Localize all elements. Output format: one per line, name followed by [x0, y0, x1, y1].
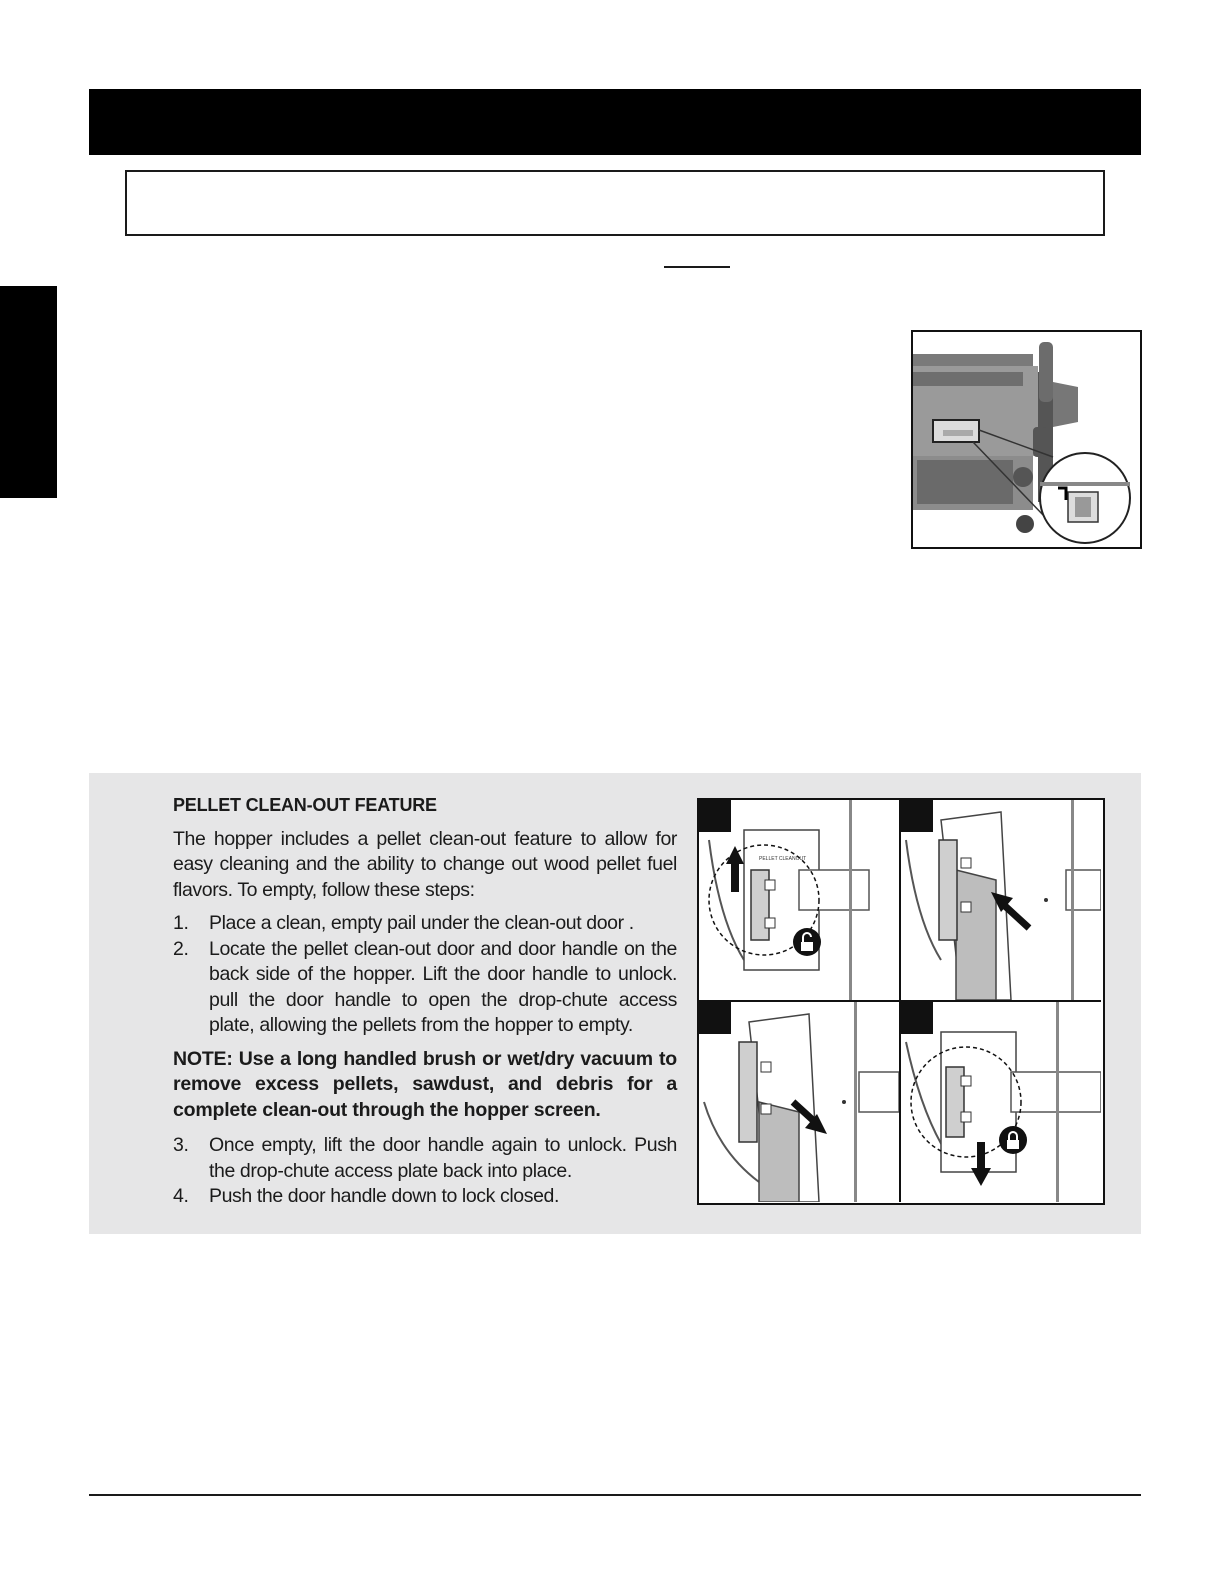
arrow-up-icon: [726, 846, 744, 864]
step-text: Place a clean, empty pail under the clean-out door .: [209, 912, 634, 934]
header-bar: [89, 89, 1141, 155]
step-figure-marker: [901, 800, 933, 832]
step-text: Locate the pellet clean-out door and door handle on the back side of the hopper. Lift the door handle to unlock. pull the door handle to open the drop-chute access plate, allowing the pellets from the hopper to empty.: [209, 937, 677, 1036]
step-item: [173, 1133, 677, 1184]
step-figure-marker: [901, 1002, 933, 1034]
step-number: 1.: [173, 912, 189, 934]
intro-paragraph: The hopper includes a pellet clean-out feature to allow for easy cleaning and the ability to change out wood pellet fuel flavors. To empty, follow these steps:: [173, 827, 677, 901]
step-item: [173, 911, 677, 937]
step-text: Once empty, lift the door handle again to unlock. Push the drop-chute access plate back into place.: [209, 1134, 677, 1182]
steps-list-first: [173, 911, 677, 1039]
step-number: 2.: [173, 937, 189, 960]
grill-overview-figure: [911, 330, 1142, 549]
cleanout-text-column: [173, 793, 677, 1218]
step-text: Push the door handle down to lock closed.: [209, 1185, 560, 1207]
step-figures-grid: [697, 798, 1105, 1205]
step-figure-marker: [699, 1002, 731, 1034]
section-heading: PELLET CLEAN-OUT FEATURE: [173, 795, 437, 815]
plate-label: PELLET CLEANOUT: [759, 856, 807, 862]
step-figure-2: [901, 800, 1101, 1002]
footer-rule: [89, 1494, 1141, 1496]
step-figure-marker: [699, 800, 731, 832]
side-tab: [0, 286, 57, 498]
divider-rule: [664, 266, 730, 268]
steps-list-second: [173, 1133, 677, 1210]
step-figure-1: [699, 800, 901, 1002]
notice-box: [125, 170, 1105, 236]
step-number: 3.: [173, 1134, 189, 1156]
step-figure-4: [901, 1002, 1101, 1202]
step-number: 4.: [173, 1185, 189, 1207]
step-item: [173, 937, 677, 1039]
step-figure-3: [699, 1002, 901, 1202]
grill-illustration: [913, 332, 1140, 547]
step-item: [173, 1184, 677, 1210]
arrow-down-icon: [971, 1168, 991, 1186]
note-paragraph: NOTE: Use a long handled brush or wet/dry vacuum to remove excess pellets, sawdust, and debris for a complete clean-out through the hopper screen.: [173, 1047, 677, 1121]
